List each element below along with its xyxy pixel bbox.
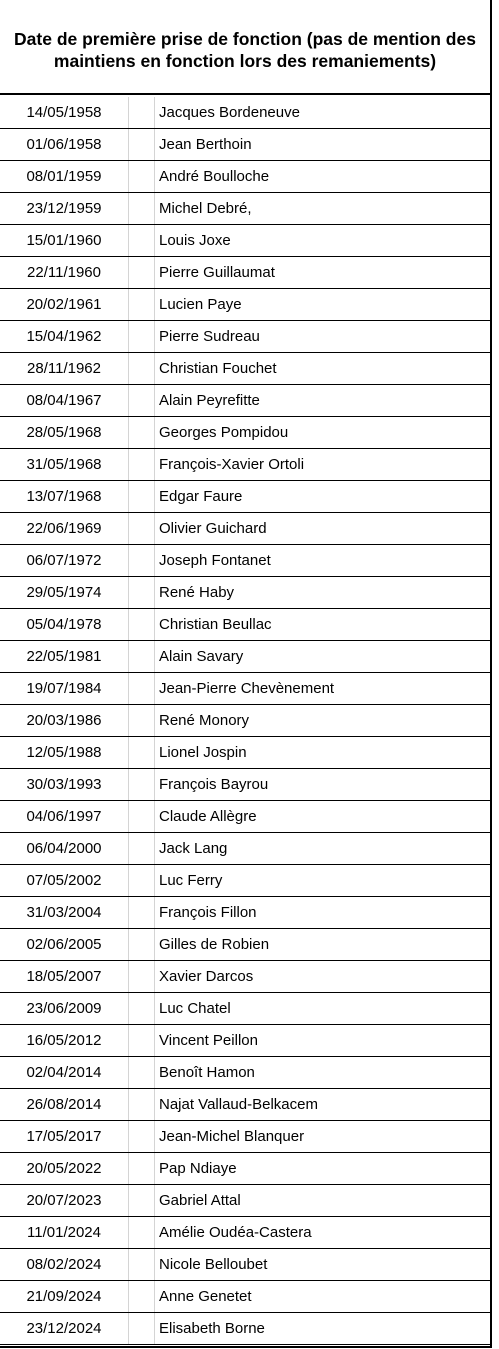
row-name: Lucien Paye xyxy=(159,296,242,313)
table-row xyxy=(0,257,490,289)
row-spacer-cell xyxy=(128,1153,155,1184)
table-row xyxy=(0,865,490,897)
row-date: 22/11/1960 xyxy=(27,264,101,281)
row-spacer-cell xyxy=(128,1281,155,1312)
row-name: Elisabeth Borne xyxy=(159,1320,265,1337)
row-spacer-cell xyxy=(128,993,155,1024)
row-name: Gilles de Robien xyxy=(159,936,270,953)
row-spacer-cell xyxy=(128,513,155,544)
table-row xyxy=(0,449,490,481)
row-date: 23/06/2009 xyxy=(26,1000,102,1017)
row-name: Christian Fouchet xyxy=(159,360,277,377)
table-row xyxy=(0,129,490,161)
row-date: 12/05/1988 xyxy=(26,744,102,761)
table-row xyxy=(0,225,490,257)
row-spacer-cell xyxy=(128,673,155,704)
row-date: 19/07/1984 xyxy=(26,680,102,697)
row-spacer-cell xyxy=(128,289,155,320)
table-row xyxy=(0,1249,490,1281)
row-name: Georges Pompidou xyxy=(159,424,289,441)
table-row xyxy=(0,801,490,833)
row-spacer-cell xyxy=(128,737,155,768)
table-body xyxy=(0,97,490,1345)
row-date: 20/02/1961 xyxy=(26,296,102,313)
table-row xyxy=(0,161,490,193)
table-row xyxy=(0,609,490,641)
row-name: René Haby xyxy=(159,584,235,601)
row-date: 20/03/1986 xyxy=(26,712,102,729)
row-name: Lionel Jospin xyxy=(159,744,247,761)
row-name: François Fillon xyxy=(159,904,257,921)
row-spacer-cell xyxy=(128,1217,155,1248)
table-row xyxy=(0,545,490,577)
row-name: Pierre Sudreau xyxy=(159,328,260,345)
row-spacer-cell xyxy=(128,641,155,672)
row-name: Alain Peyrefitte xyxy=(159,392,260,409)
row-name: Edgar Faure xyxy=(159,488,243,505)
table-row xyxy=(0,1025,490,1057)
table-row xyxy=(0,993,490,1025)
row-date: 31/03/2004 xyxy=(26,904,102,921)
row-date: 08/04/1967 xyxy=(26,392,102,409)
table-row xyxy=(0,289,490,321)
row-date: 06/04/2000 xyxy=(26,840,102,857)
row-spacer-cell xyxy=(128,929,155,960)
row-date: 31/05/1968 xyxy=(26,456,102,473)
row-spacer-cell xyxy=(128,897,155,928)
row-name: Nicole Belloubet xyxy=(159,1256,268,1273)
row-date: 16/05/2012 xyxy=(26,1032,102,1049)
table-row xyxy=(0,673,490,705)
row-spacer-cell xyxy=(128,321,155,352)
row-spacer-cell xyxy=(128,1057,155,1088)
row-name: Jean-Pierre Chevènement xyxy=(159,680,335,697)
row-name: Louis Joxe xyxy=(159,232,231,249)
row-name: Luc Chatel xyxy=(159,1000,231,1017)
row-spacer-cell xyxy=(128,833,155,864)
row-spacer-cell xyxy=(128,609,155,640)
row-name: Olivier Guichard xyxy=(159,520,267,537)
row-name: Jean-Michel Blanquer xyxy=(159,1128,305,1145)
row-date: 04/06/1997 xyxy=(26,808,102,825)
row-name: André Boulloche xyxy=(159,168,270,185)
row-name: Joseph Fontanet xyxy=(159,552,271,569)
row-date: 22/05/1981 xyxy=(26,648,102,665)
row-spacer-cell xyxy=(128,1185,155,1216)
row-date: 08/01/1959 xyxy=(26,168,102,185)
row-name: Jack Lang xyxy=(159,840,228,857)
row-name: Michel Debré, xyxy=(159,200,252,217)
row-spacer-cell xyxy=(128,865,155,896)
table-row xyxy=(0,1313,490,1345)
table-row xyxy=(0,321,490,353)
table-row xyxy=(0,1185,490,1217)
header-title: Date de première prise de fonction (pas de mention des maintiens en fonction lors des remaniements) xyxy=(14,28,476,71)
row-name: Alain Savary xyxy=(159,648,244,665)
row-spacer-cell xyxy=(128,385,155,416)
row-date: 29/05/1974 xyxy=(26,584,102,601)
table-row xyxy=(0,641,490,673)
row-name: Jean Berthoin xyxy=(159,136,252,153)
row-spacer-cell xyxy=(128,161,155,192)
table-row xyxy=(0,481,490,513)
row-date: 11/01/2024 xyxy=(27,1224,101,1241)
row-name: Gabriel Attal xyxy=(159,1192,241,1209)
row-spacer-cell xyxy=(128,129,155,160)
table-row xyxy=(0,1089,490,1121)
row-date: 08/02/2024 xyxy=(26,1256,102,1273)
table-row xyxy=(0,833,490,865)
table-row xyxy=(0,97,490,129)
row-name: Najat Vallaud-Belkacem xyxy=(159,1096,318,1113)
row-spacer-cell xyxy=(128,801,155,832)
table-row xyxy=(0,769,490,801)
row-date: 02/04/2014 xyxy=(26,1064,102,1081)
row-spacer-cell xyxy=(128,1089,155,1120)
row-date: 21/09/2024 xyxy=(26,1288,102,1305)
row-spacer-cell xyxy=(128,481,155,512)
table-row xyxy=(0,897,490,929)
row-spacer-cell xyxy=(128,257,155,288)
table-row xyxy=(0,353,490,385)
row-name: Vincent Peillon xyxy=(159,1032,258,1049)
table-row xyxy=(0,1121,490,1153)
table-row xyxy=(0,961,490,993)
row-name: Benoît Hamon xyxy=(159,1064,255,1081)
row-date: 26/08/2014 xyxy=(26,1096,102,1113)
row-date: 15/01/1960 xyxy=(26,232,102,249)
row-date: 01/06/1958 xyxy=(26,136,102,153)
row-date: 18/05/2007 xyxy=(26,968,102,985)
row-name: Xavier Darcos xyxy=(159,968,254,985)
row-spacer-cell xyxy=(128,705,155,736)
row-spacer-cell xyxy=(128,449,155,480)
table-row xyxy=(0,737,490,769)
row-date: 28/05/1968 xyxy=(26,424,102,441)
row-date: 17/05/2017 xyxy=(26,1128,102,1145)
row-name: François Bayrou xyxy=(159,776,269,793)
row-spacer-cell xyxy=(128,97,155,128)
table-row xyxy=(0,193,490,225)
row-name: Luc Ferry xyxy=(159,872,223,889)
row-date: 20/07/2023 xyxy=(26,1192,102,1209)
table-row xyxy=(0,513,490,545)
table-row xyxy=(0,1281,490,1313)
row-name: Jacques Bordeneuve xyxy=(159,104,300,121)
row-name: Christian Beullac xyxy=(159,616,272,633)
row-spacer-cell xyxy=(128,545,155,576)
row-date: 22/06/1969 xyxy=(26,520,102,537)
row-spacer-cell xyxy=(128,1121,155,1152)
row-date: 14/05/1958 xyxy=(26,104,102,121)
table-row xyxy=(0,1217,490,1249)
table-row xyxy=(0,417,490,449)
row-spacer-cell xyxy=(128,577,155,608)
table-row xyxy=(0,577,490,609)
row-spacer-cell xyxy=(128,1025,155,1056)
row-spacer-cell xyxy=(128,1249,155,1280)
row-date: 07/05/2002 xyxy=(26,872,102,889)
row-name: René Monory xyxy=(159,712,250,729)
table-row xyxy=(0,705,490,737)
row-date: 02/06/2005 xyxy=(26,936,102,953)
row-spacer-cell xyxy=(128,353,155,384)
row-name: François-Xavier Ortoli xyxy=(159,456,305,473)
row-date: 28/11/1962 xyxy=(27,360,101,377)
row-spacer-cell xyxy=(128,769,155,800)
row-spacer-cell xyxy=(128,1313,155,1344)
row-name: Amélie Oudéa-Castera xyxy=(159,1224,312,1241)
row-spacer-cell xyxy=(128,417,155,448)
row-date: 15/04/1962 xyxy=(26,328,102,345)
row-name: Claude Allègre xyxy=(159,808,257,825)
row-spacer-cell xyxy=(128,961,155,992)
row-date: 23/12/2024 xyxy=(26,1320,102,1337)
table-header xyxy=(0,0,490,95)
table-row xyxy=(0,1153,490,1185)
table-row xyxy=(0,929,490,961)
row-spacer-cell xyxy=(128,193,155,224)
row-spacer-cell xyxy=(128,225,155,256)
row-date: 23/12/1959 xyxy=(26,200,102,217)
row-date: 06/07/1972 xyxy=(26,552,102,569)
row-name: Pierre Guillaumat xyxy=(159,264,275,281)
row-date: 30/03/1993 xyxy=(26,776,102,793)
table-row xyxy=(0,1057,490,1089)
table-row xyxy=(0,385,490,417)
row-date: 20/05/2022 xyxy=(26,1160,102,1177)
row-name: Anne Genetet xyxy=(159,1288,252,1305)
row-date: 13/07/1968 xyxy=(26,488,102,505)
row-date: 05/04/1978 xyxy=(26,616,102,633)
row-name: Pap Ndiaye xyxy=(159,1160,237,1177)
